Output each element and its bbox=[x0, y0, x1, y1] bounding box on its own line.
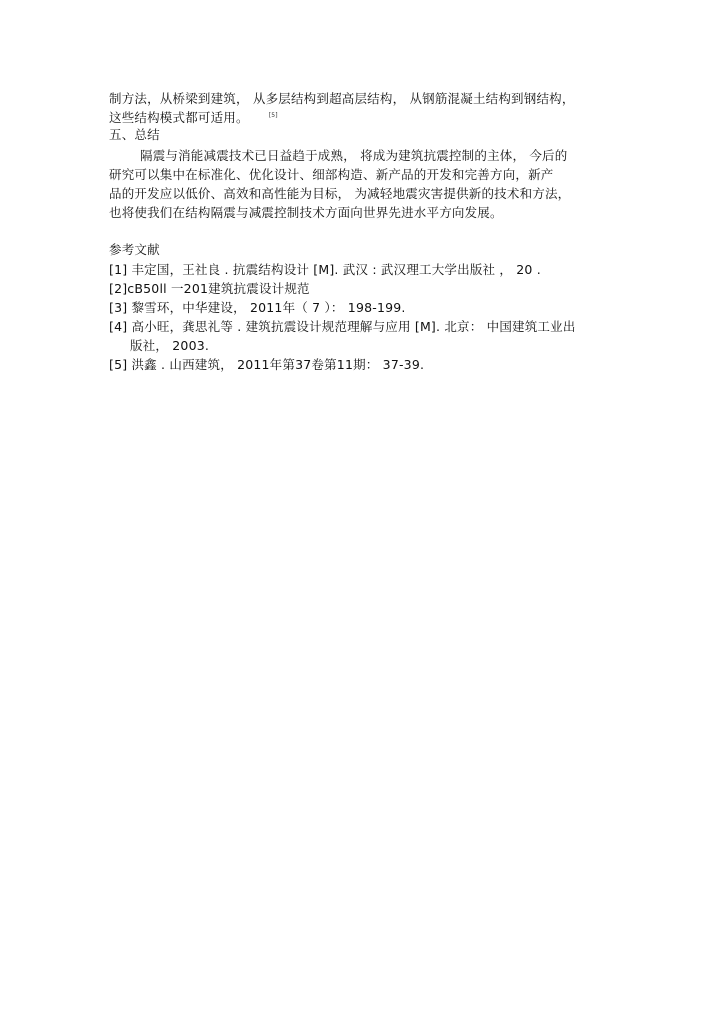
reference-item-2: [2]cB50ll 一201建筑抗震设计规范 bbox=[109, 281, 310, 296]
citation-marker: [5] bbox=[268, 112, 278, 119]
reference-item-4: [4] 高小旺，龚思礼等 . 建筑抗震设计规范理解与应用 [M]. 北京： 中国建筑工业出 bbox=[109, 319, 576, 334]
reference-item-1: [1] 丰定国，王社良 . 抗震结构设计 [M]. 武汉 : 武汉理工大学出版社 ， 20 . bbox=[109, 262, 541, 277]
body-line-1: 制方法，从桥梁到建筑， 从多层结构到超高层结构， 从钢筋混凝土结构到钢结构， bbox=[109, 91, 575, 106]
references-heading: 参考文献 bbox=[109, 242, 160, 257]
reference-item-5: [5] 洪鑫 . 山西建筑， 2011年第37卷第11期： 37-39. bbox=[109, 357, 425, 372]
paragraph-line-1: 隔震与消能减震技术已日益趋于成熟， 将成为建筑抗震控制的主体， 今后的 bbox=[140, 148, 568, 163]
body-line-2 bbox=[109, 108, 278, 126]
section-heading: 五、总结 bbox=[109, 127, 160, 142]
reference-item-4-continued: 版社， 2003. bbox=[130, 338, 210, 353]
body-line-2-text: 这些结构模式都可适用。 bbox=[109, 110, 249, 126]
paragraph-line-3: 品的开发应以低价、高效和高性能为目标， 为减轻地震灾害提供新的技术和方法， bbox=[109, 186, 571, 201]
paragraph-line-4: 也将使我们在结构隔震与减震控制技术方面向世界先进水平方向发展。 bbox=[109, 205, 503, 220]
paragraph-line-2: 研究可以集中在标准化、优化设计、细部构造、新产品的开发和完善方向，新产 bbox=[109, 167, 554, 182]
reference-item-3: [3] 黎雪环，中华建设， 2011年（ 7 ）： 198-199. bbox=[109, 300, 406, 315]
